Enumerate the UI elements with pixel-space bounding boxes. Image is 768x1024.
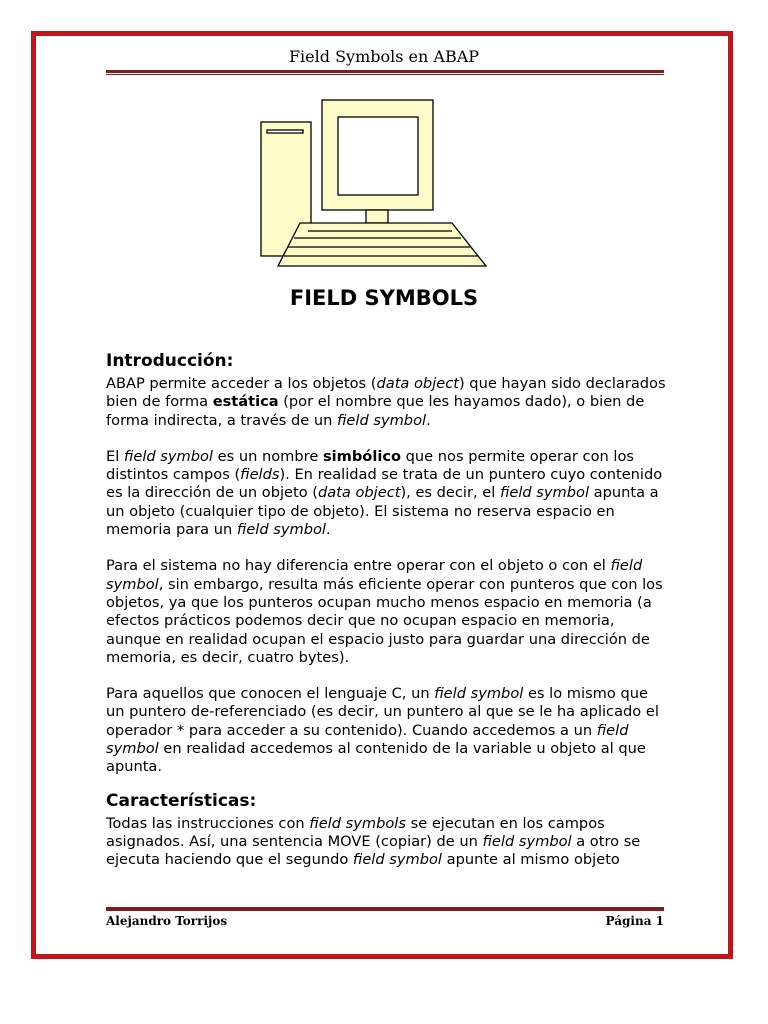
- text-run: ABAP permite acceder a los objetos (: [106, 375, 377, 392]
- italic-term: field symbols: [309, 814, 406, 832]
- italic-term: data object: [317, 484, 401, 502]
- text-run: apunta a un objeto (cualquier tipo de objeto). El sistema no reserva espacio en memoria para un: [106, 484, 659, 539]
- bold-term: simbólico: [322, 447, 402, 465]
- text-run: en realidad accedemos al contenido de la variable u objeto al que apunta.: [106, 740, 646, 776]
- header-rule: [106, 70, 664, 75]
- italic-term: field symbol: [434, 685, 524, 703]
- text-run: es un nombre: [213, 447, 323, 465]
- paragraph: [106, 815, 666, 870]
- paragraph: [106, 685, 666, 776]
- italic-term: field symbol: [123, 447, 213, 465]
- footer-page-number: Página 1: [605, 914, 664, 928]
- text-run: Para el sistema no hay diferencia entre operar con el objeto o con el: [106, 557, 611, 575]
- italic-term: field symbol: [336, 411, 427, 429]
- footer: [106, 914, 664, 928]
- text-run: .: [325, 521, 331, 539]
- document-title: FIELD SYMBOLS: [289, 286, 479, 310]
- text-run: se ejecutan en los campos asignados. Así, una sentencia MOVE (copiar) de un: [106, 814, 605, 850]
- text-run: Todas las instrucciones con: [106, 814, 310, 832]
- italic-term: field symbol: [106, 557, 643, 593]
- footer-author: Alejandro Torrijos: [106, 914, 228, 928]
- section-heading-caracteristicas: Características:: [106, 790, 257, 811]
- text-run: que nos permite operar con los distintos campos (: [106, 447, 634, 484]
- text-run: a otro se ejecuta haciendo que el segundo: [106, 832, 641, 869]
- italic-term: field symbol: [352, 851, 442, 869]
- text-run: .: [426, 411, 431, 429]
- text-run: ) que hayan sido declarados bien de forma: [106, 375, 666, 411]
- computer-icon: [256, 98, 492, 278]
- paragraph: [106, 557, 666, 667]
- italic-term: field symbol: [106, 721, 629, 758]
- text-run: , sin embargo, resulta más eficiente operar con punteros que con los objetos, ya que los punteros ocupan mucho menos espacio en memoria (a efectos prácticos podemos decir que no ocupan espacio en memoria, aunque en realidad ocupan el espacio justo para guardar una dirección de memoria, es decir, cuatro bytes).: [106, 575, 663, 666]
- italic-term: field symbol: [499, 484, 590, 502]
- text-run: apunte al mismo objeto: [441, 851, 620, 869]
- document-body: [106, 351, 666, 888]
- paragraph: [106, 375, 666, 430]
- italic-term: fields: [240, 466, 280, 484]
- text-run: ), es decir, el: [400, 484, 500, 502]
- text-run: Para aquellos que conocen el lenguaje C, un: [106, 685, 435, 703]
- paragraph: [106, 448, 666, 539]
- text-run: ). En realidad se trata de un puntero cuyo contenido es la dirección de un objeto (: [106, 466, 663, 502]
- italic-term: data object: [376, 375, 459, 392]
- text-run: El: [106, 447, 124, 465]
- footer-rule: [106, 906, 664, 911]
- header-title: Field Symbols en ABAP: [288, 47, 480, 66]
- italic-term: field symbol: [236, 521, 326, 539]
- italic-term: field symbol: [482, 832, 572, 850]
- bold-term: estática: [212, 393, 279, 411]
- text-run: es lo mismo que un puntero de-referenciado (es decir, un puntero al que se le ha aplicado el operador * para acceder a su contenido). Cuando accedemos a un: [106, 685, 659, 739]
- text-run: (por el nombre que les hayamos dado), o bien de forma indirecta, a través de un: [106, 393, 645, 429]
- section-heading-introduccion: Introducción:: [106, 351, 234, 371]
